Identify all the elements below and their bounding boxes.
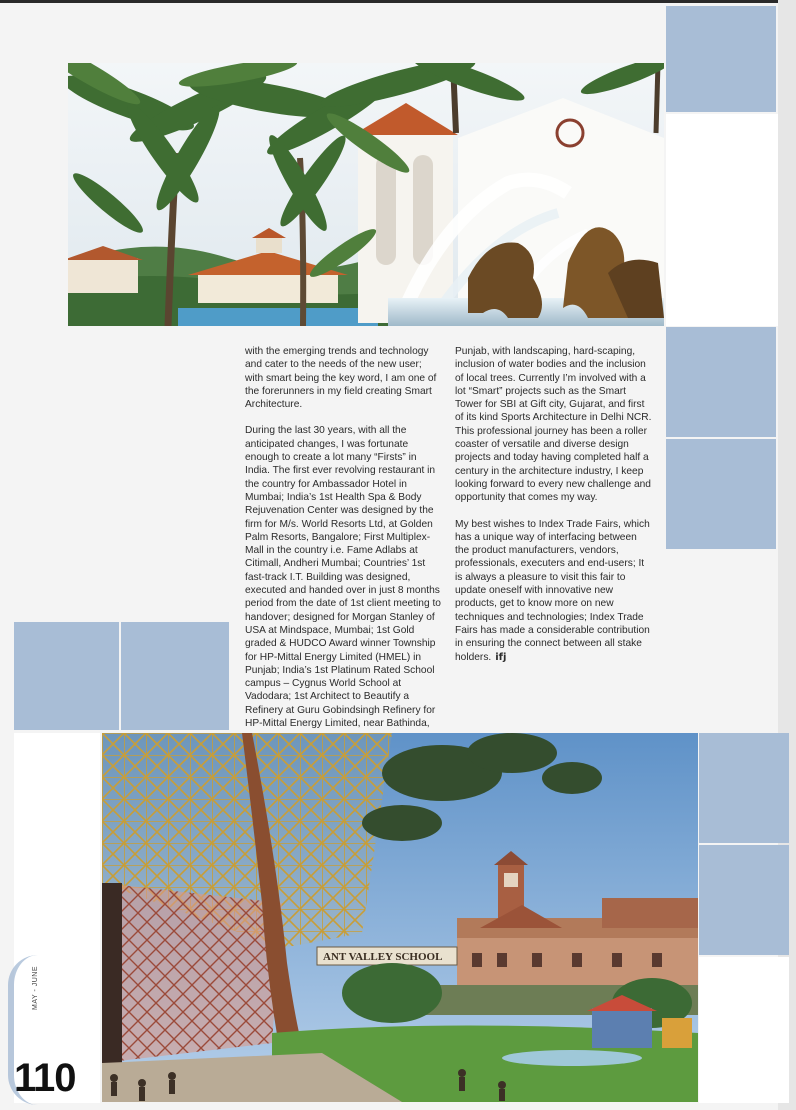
accent-block-bottom-right-1 <box>699 733 789 843</box>
article-paragraph: with the emerging trends and technology and cater to the needs of the new user; with smart being the key word, I am one of the forerunners in my field creating Smart Architecture. <box>245 346 437 411</box>
article-paragraph: Punjab, with landscaping, hard-scaping, inclusion of water bodies and the inclusion of local trees. Currently I’m involved with a lot “Smart” projects such as the Smart Tower for SBI at Gift city, Gujarat, and first of its kind Sports Architecture in Delhi NCR. This professional journey has been a roller coaster of versatile and diverse design projects and today having completed half a century in the architecture industry, I keep looking forward to every new challenge and opportunity that comes my way. <box>455 346 652 504</box>
end-mark: ifj <box>495 651 507 663</box>
accent-block-right-1 <box>666 327 776 437</box>
accent-block-top-right <box>666 6 776 112</box>
resort-photo-illustration <box>68 63 664 326</box>
white-panel-bottom-right <box>699 957 789 1103</box>
accent-block-left-1 <box>14 622 119 730</box>
issue-label: MAY - JUNE <box>32 965 39 1010</box>
white-panel-right <box>666 114 778 326</box>
article-column-1 <box>245 345 441 743</box>
article-paragraph-text: My best wishes to Index Trade Fairs, which has a unique way of interfacing between the product manufacturers, vendors, professionals, executers and end-users; It is always a pleasure to visit this fair to update oneself with innovative new products, get to know more on new techniques and technologies; Index Trade Fairs has made a considerable contribution in ensuring the connect between all stake holders. <box>455 518 650 663</box>
accent-block-bottom-right-2 <box>699 845 789 955</box>
accent-block-left-2 <box>121 622 229 730</box>
article-column-2 <box>455 345 653 677</box>
article-paragraph: During the last 30 years, with all the anticipated changes, I was fortunate enough to create a lot many “Firsts” in India. The first ever revolving restaurant in the country for Ambassador Hotel in Mumbai; India’s 1st Health Spa & Body Rejuvenation Center was designed by the firm for M/s. World Resorts Ltd, at Golden Palm Resorts, Bangalore; First Multiplex-Mall in the country i.e. Fame Adlabs at Citimall, Andheri Mumbai; Countries’ 1st fast-track I.T. Building was designed, executed and handed over in just 8 months period from the date of 1st client meeting to handover; designed for Morgan Stanley of USA at Mindspace, Mumbai; 1st Gold graded & HUDCO Award winner Township for HP-Mittal Energy Limited (HMEL) in Punjab; India’s 1st Platinum Rated School campus – Cygnus World School at Vadodara; 1st Architect to Beautify a Refinery at Guru Gobindsingh Refinery for HP-Mittal Energy Limited, near Bathinda, <box>245 425 441 730</box>
page-number: 110 <box>14 1056 76 1100</box>
page-top-edge <box>0 0 796 3</box>
article-paragraph-final <box>455 518 653 664</box>
school-campus-photo <box>102 733 698 1102</box>
school-campus-illustration <box>102 733 698 1102</box>
school-sign-text: ANT VALLEY SCHOOL <box>323 951 443 963</box>
resort-photo <box>68 63 664 326</box>
accent-block-right-2 <box>666 439 776 549</box>
